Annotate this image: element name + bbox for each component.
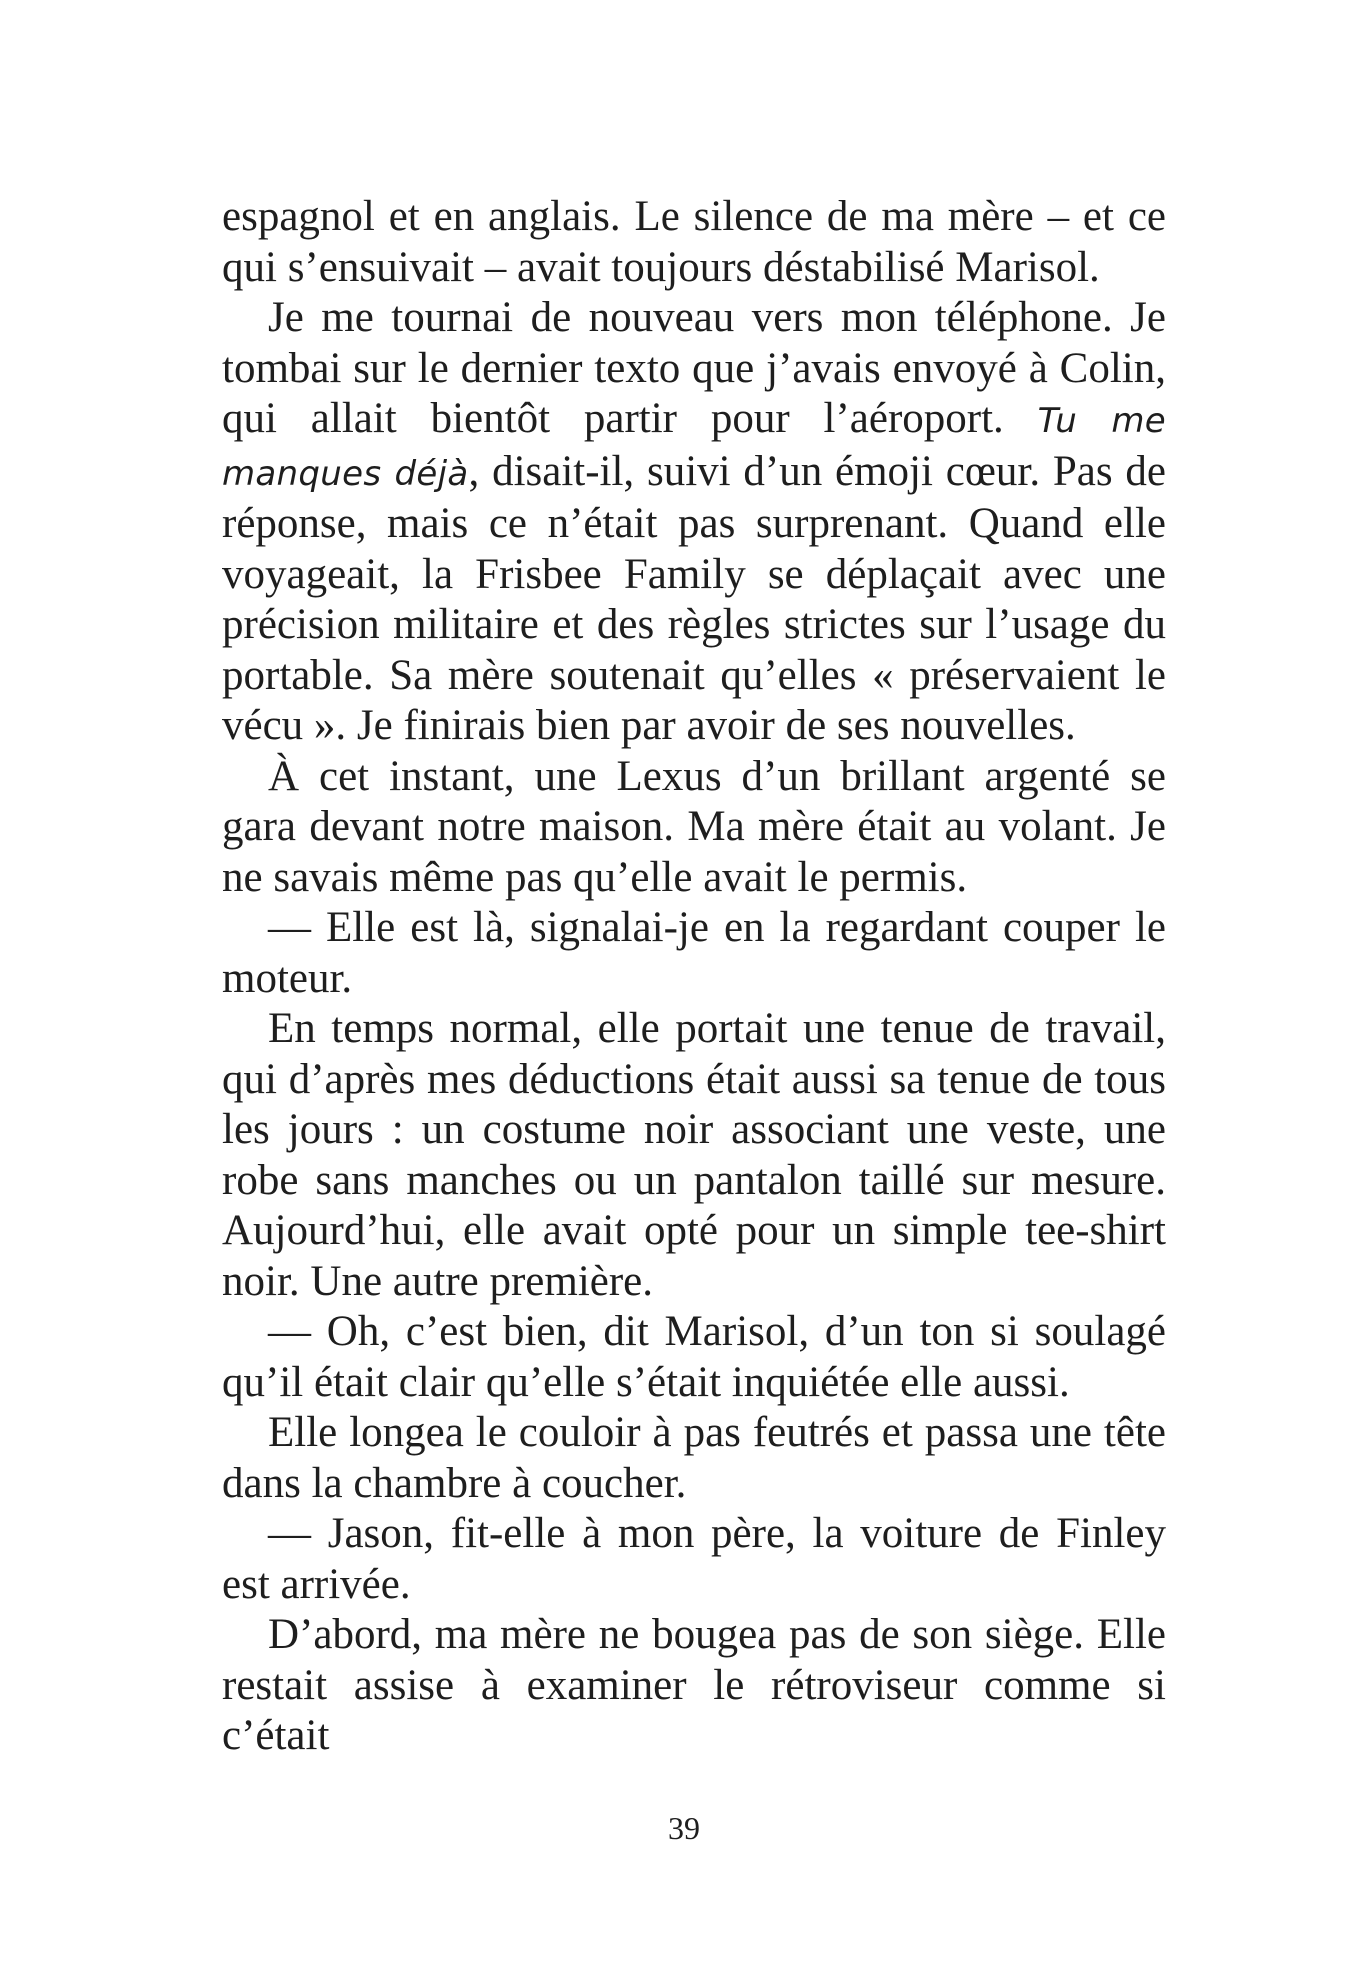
dialogue-line: — Oh, c’est bien, dit Marisol, d’un ton si soulagé qu’il était clair qu’elle s’était inquiétée elle aussi.	[222, 1308, 1166, 1406]
paragraph: Elle longea le couloir à pas feutrés et passa une tête dans la chambre à coucher.	[222, 1409, 1166, 1507]
paragraph: En temps normal, elle portait une tenue de travail, qui d’après mes déductions était aussi sa tenue de tous les jours : un costume noir associant une veste, une robe sans manches ou un pantalon taillé sur mesure. Aujourd’hui, elle avait opté pour un simple tee-shirt noir. Une autre première.	[222, 1005, 1166, 1305]
paragraph: À cet instant, une Lexus d’un brillant argenté se gara devant notre maison. Ma mère était au volant. Je ne savais même pas qu’elle avait le permis.	[222, 752, 1166, 901]
paragraph-text: Je me tournai de nouveau vers mon téléphone. Je tombai sur le dernier texto que j’avais envoyé à Colin, qui allait bientôt partir pour l’aéroport.	[222, 294, 1166, 442]
paragraph: D’abord, ma mère ne bougea pas de son siège. Elle restait assise à examiner le rétroviseur comme si c’était	[222, 1611, 1166, 1759]
emphasized-text: Tu me manques déjà	[222, 401, 1166, 494]
dialogue-line: — Jason, fit-elle à mon père, la voiture de Finley est arrivée.	[222, 1510, 1166, 1608]
page-number: 39	[668, 1810, 700, 1846]
dialogue-line: — Elle est là, signalai-je en la regardant couper le moteur.	[222, 904, 1166, 1002]
paragraph	[222, 293, 1166, 752]
body-text	[222, 192, 1166, 1762]
paragraph-text: , disait-il, suivi d’un émoji cœur. Pas de réponse, mais ce n’était pas surprenant. Quand elle voyageait, la Frisbee Family se déplaçait avec une précision militaire et des règles strictes sur l’usage du portable. Sa mère soutenait qu’elles « préservaient le vécu ». Je finirais bien par avoir de ses nouvelles.	[222, 447, 1166, 749]
paragraph: espagnol et en anglais. Le silence de ma mère – et ce qui s’ensuivait – avait toujours déstabilisé Marisol.	[222, 193, 1166, 291]
